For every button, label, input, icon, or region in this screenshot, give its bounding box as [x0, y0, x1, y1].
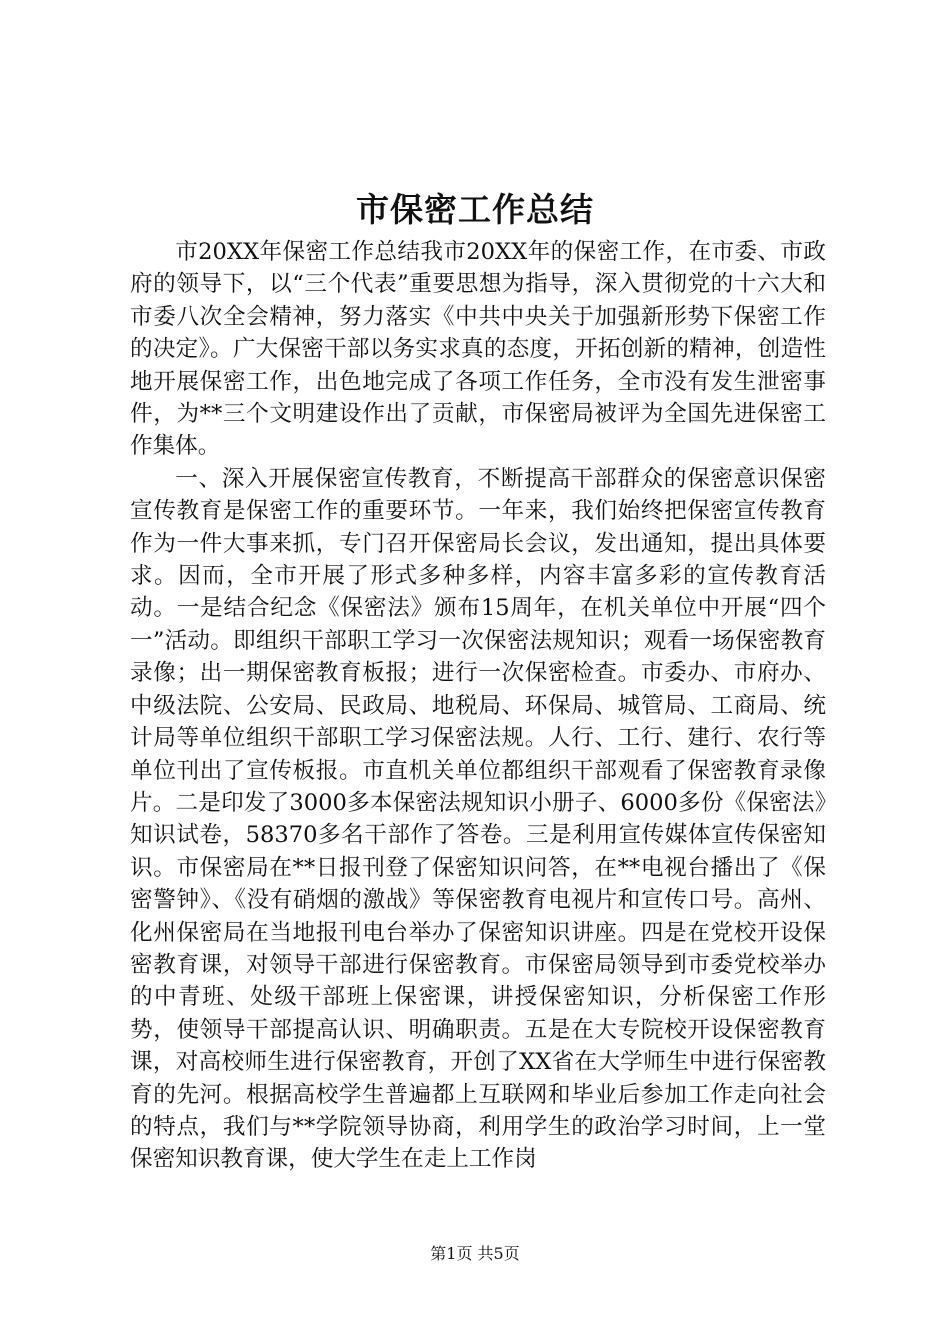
page-number: 第1页 共5页 [430, 1244, 520, 1263]
document-title: 市保密工作总结 [356, 190, 594, 229]
document-body [130, 236, 826, 1176]
paragraph-section-one: 一、深入开展保密宣传教育，不断提高干部群众的保密意识保密宣传教育是保密工作的重要环节。一年来，我们始终把保密宣传教育作为一件大事来抓，专门召开保密局长会议，发出通知，提出具体要求。因而，全市开展了形式多种多样，内容丰富多彩的宣传教育活动。一是结合纪念《保密法》颁布15周年，在机关单位中开展“四个一”活动。即组织干部职工学习一次保密法规知识；观看一场保密教育录像；出一期保密教育板报；进行一次保密检查。市委办、市府办、中级法院、公安局、民政局、地税局、环保局、城管局、工商局、统计局等单位组织干部职工学习保密法规。人行、工行、建行、农行等单位刊出了宣传板报。市直机关单位都组织干部观看了保密教育录像片。二是印发了3000多本保密法规知识小册子、6000多份《保密法》知识试卷，58370多名干部作了答卷。三是利用宣传媒体宣传保密知识。市保密局在**日报刊登了保密知识问答，在**电视台播出了《保密警钟》、《没有硝烟的激战》等保密教育电视片和宣传口号。高州、化州保密局在当地报刊电台举办了保密知识讲座。四是在党校开设保密教育课，对领导干部进行保密教育。市保密局领导到市委党校举办的中青班、处级干部班上保密课，讲授保密知识，分析保密工作形势，使领导干部提高认识、明确职责。五是在大专院校开设保密教育课，对高校师生进行保密教育，开创了XX省在大学师生中进行保密教育的先河。根据高校学生普遍都上互联网和毕业后参加工作走向社会的特点，我们与**学院领导协商，利用学生的政治学习时间，上一堂保密知识教育课，使大学生在走上工作岗 [130, 465, 826, 1173]
paragraph-intro: 市20XX年保密工作总结我市20XX年的保密工作，在市委、市政府的领导下，以“三个代表”重要思想为指导，深入贯彻党的十六大和市委八次全会精神，努力落实《中共中央关于加强新形势下保密工作的决定》。广大保密干部以务实求真的态度，开拓创新的精神，创造性地开展保密工作，出色地完成了各项工作任务，全市没有发生泄密事件，为**三个文明建设作出了贡献，市保密局被评为全国先进保密工作集体。 [130, 239, 826, 460]
